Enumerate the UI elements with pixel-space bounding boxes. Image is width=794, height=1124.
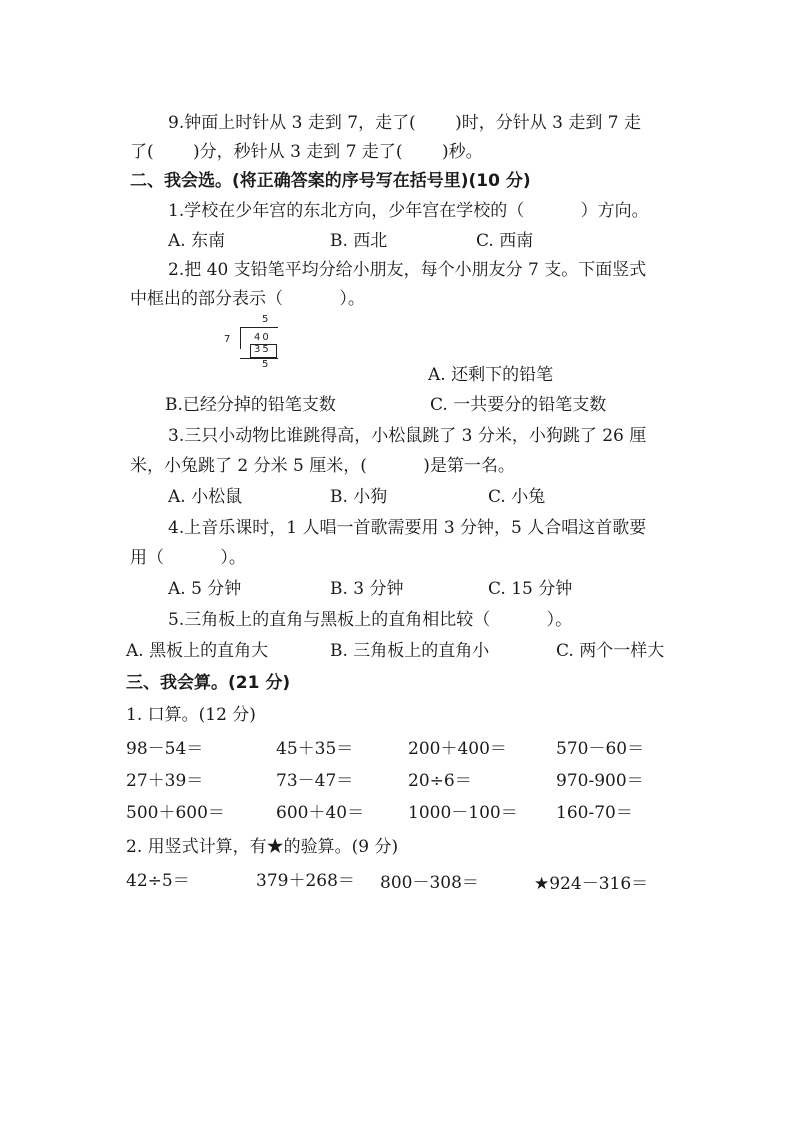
division-divisor: 7 (224, 334, 231, 345)
division-dividend: 40 (254, 332, 271, 343)
division-quotient: 5 (262, 314, 269, 325)
s2-q3-option-a: A. 小松鼠 (168, 487, 243, 507)
oral-calc-item: 45＋35＝ (276, 739, 354, 759)
s2-q5-option-b: B. 三角板上的直角小 (330, 641, 490, 661)
s3-part-1-title: 1. 口算。(12 分) (126, 705, 256, 725)
s2-q2-line-2: 中框出的部分表示（ ）。 (130, 289, 365, 309)
s2-q1-option-a: A. 东南 (168, 231, 226, 251)
oral-calc-item: 98－54＝ (126, 739, 204, 759)
oral-calc-item: 970-900＝ (556, 771, 644, 791)
oral-calc-item: 160-70＝ (556, 803, 633, 823)
division-bottom-line (240, 358, 278, 359)
oral-calc-item: 20÷6＝ (408, 771, 472, 791)
vertical-calc-item: 800－308＝ (380, 873, 479, 893)
oral-calc-item: 1000－100＝ (408, 803, 518, 823)
s2-q5-option-a: A. 黑板上的直角大 (126, 641, 269, 661)
s2-q1-option-c: C. 西南 (476, 231, 534, 251)
division-top-line (240, 327, 278, 328)
division-bracket (240, 327, 241, 349)
s2-q3-line-2: 米，小兔跳了 2 分米 5 厘米，( )是第一名。 (130, 456, 515, 476)
oral-calc-item: 570－60＝ (556, 739, 645, 759)
s2-q4-line-2: 用（ ）。 (130, 548, 246, 568)
s2-q2-option-c: C. 一共要分的铅笔支数 (430, 395, 607, 415)
oral-calc-item: 500＋600＝ (126, 803, 225, 823)
s2-q3-option-b: B. 小狗 (330, 487, 388, 507)
vertical-calc-item: 379＋268＝ (256, 871, 355, 891)
s3-part-2-title: 2. 用竖式计算，有★的验算。(9 分) (126, 837, 399, 857)
s2-q5-text: 5.三角板上的直角与黑板上的直角相比较（ ）。 (168, 610, 573, 630)
s2-q3-option-c: C. 小兔 (488, 487, 546, 507)
s2-q2-option-b: B.已经分掉的铅笔支数 (165, 395, 336, 415)
s2-q4-option-b: B. 3 分钟 (330, 579, 404, 599)
s2-q1-text: 1.学校在少年宫的东北方向，少年宫在学校的（ ）方向。 (168, 201, 649, 221)
s2-q4-option-c: C. 15 分钟 (488, 579, 573, 599)
oral-calc-item: 600＋40＝ (276, 803, 365, 823)
s2-q4-option-a: A. 5 分钟 (168, 579, 242, 599)
long-division-figure (222, 314, 292, 374)
oral-calc-item: 73－47＝ (276, 771, 354, 791)
vertical-calc-item: 42÷5＝ (126, 871, 190, 891)
vertical-calc-item-starred: ★924－316＝ (534, 874, 649, 894)
division-remainder: 5 (262, 359, 269, 370)
oral-calc-item: 27＋39＝ (126, 771, 204, 791)
section-2-title: 二、我会选。(将正确答案的序号写在括号里)(10 分) (130, 171, 531, 191)
s2-q2-option-a: A. 还剩下的铅笔 (428, 365, 554, 385)
s2-q2-line-1: 2.把 40 支铅笔平均分给小朋友，每个小朋友分 7 支。下面竖式 (168, 260, 647, 280)
oral-calc-item: 200＋400＝ (408, 739, 507, 759)
s2-q1-option-b: B. 西北 (330, 231, 388, 251)
q9-line-1: 9.钟面上时针从 3 走到 7，走了( )时，分针从 3 走到 7 走 (168, 113, 641, 133)
division-product: 35 (254, 344, 271, 355)
s2-q4-line-1: 4.上音乐课时，1 人唱一首歌需要用 3 分钟，5 人合唱这首歌要 (168, 518, 647, 538)
s2-q5-option-c: C. 两个一样大 (556, 641, 665, 661)
section-3-title: 三、我会算。(21 分) (126, 673, 291, 693)
q9-line-2: 了( )分，秒针从 3 走到 7 走了( )秒。 (130, 142, 483, 162)
s2-q3-line-1: 3.三只小动物比谁跳得高，小松鼠跳了 3 分米，小狗跳了 26 厘 (168, 426, 647, 446)
